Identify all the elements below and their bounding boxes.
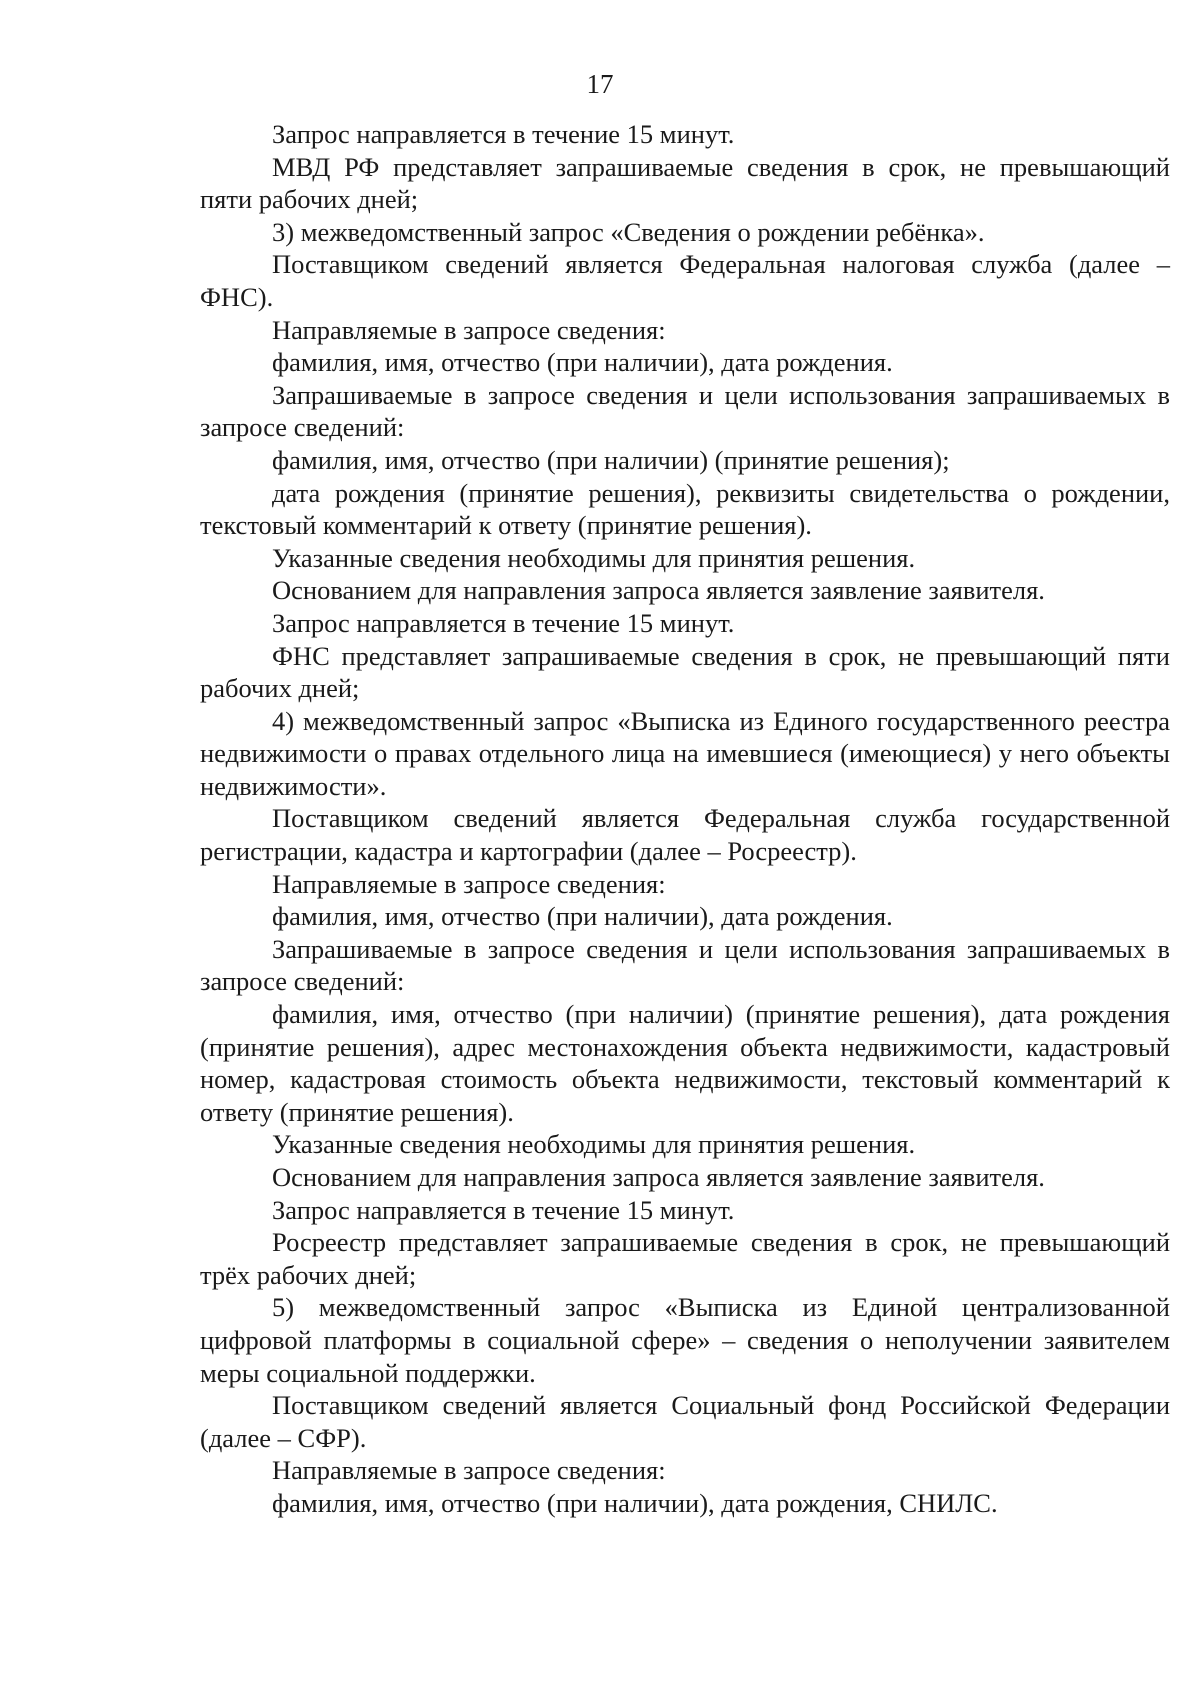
paragraph: Запрашиваемые в запросе сведения и цели использования запрашиваемых в запросе сведений: bbox=[200, 379, 1170, 443]
paragraph: Запрос направляется в течение 15 минут. bbox=[272, 1194, 735, 1225]
paragraph: 3) межведомственный запрос «Сведения о рождении ребёнка». bbox=[272, 216, 985, 247]
paragraph: Направляемые в запросе сведения: bbox=[272, 314, 666, 345]
paragraph: Направляемые в запросе сведения: bbox=[272, 1455, 666, 1486]
paragraph: Основанием для направления запроса является заявление заявителя. bbox=[272, 1162, 1045, 1192]
paragraph: Основанием для направления запроса является заявление заявителя. bbox=[272, 575, 1045, 606]
paragraph: 4) межведомственный запрос «Выписка из Единого государственного реестра недвижимости о правах отдельного лица на имевшиеся (имеющиеся) у него объекты недвижимости». bbox=[200, 705, 1170, 801]
paragraph: Указанные сведения необходимы для принятия решения. bbox=[272, 542, 916, 573]
page-number: 17 bbox=[586, 69, 614, 99]
paragraph: фамилия, имя, отчество (при наличии) (принятие решения), дата рождения (принятие решения), адрес местонахождения объекта недвижимости, кадастровый номер, кадастровая стоимость объекта недвижимости, текстовый комментарий к ответу (принятие решения). bbox=[200, 999, 1170, 1127]
paragraph: МВД РФ представляет запрашиваемые сведения в срок, не превышающий пяти рабочих дней; bbox=[200, 151, 1170, 215]
paragraph: Поставщиком сведений является Федеральная налоговая служба (далее – ФНС). bbox=[200, 249, 1170, 312]
paragraph: Запрос направляется в течение 15 минут. bbox=[272, 607, 735, 638]
paragraph: Указанные сведения необходимы для принятия решения. bbox=[272, 1129, 916, 1160]
paragraph: Росреестр представляет запрашиваемые сведения в срок, не превышающий трёх рабочих дней; bbox=[200, 1227, 1170, 1290]
paragraph: фамилия, имя, отчество (при наличии), дата рождения. bbox=[272, 901, 893, 932]
paragraph: Запрашиваемые в запросе сведения и цели использования запрашиваемых в запросе сведений: bbox=[200, 933, 1170, 997]
paragraph: дата рождения (принятие решения), реквизиты свидетельства о рождении, текстовый комментарий к ответу (принятие решения). bbox=[200, 477, 1170, 541]
paragraph: 5) межведомственный запрос «Выписка из Единой централизованной цифровой платформы в социальной сфере» – сведения о неполучении заявителем меры социальной поддержки. bbox=[200, 1292, 1170, 1388]
paragraph: фамилия, имя, отчество (при наличии) (принятие решения); bbox=[272, 444, 950, 475]
paragraph: Поставщиком сведений является Федеральная служба государственной регистрации, кадастра и картографии (далее – Росреестр). bbox=[200, 803, 1170, 867]
document-body bbox=[200, 118, 1170, 1520]
paragraph: Направляемые в запросе сведения: bbox=[272, 868, 666, 899]
paragraph: Запрос направляется в течение 15 минут. bbox=[272, 119, 735, 149]
paragraph: ФНС представляет запрашиваемые сведения в срок, не превышающий пяти рабочих дней; bbox=[200, 640, 1170, 704]
paragraph: фамилия, имя, отчество (при наличии), дата рождения, СНИЛС. bbox=[272, 1487, 998, 1518]
paragraph: Поставщиком сведений является Социальный фонд Российской Федерации (далее – СФР). bbox=[200, 1390, 1170, 1453]
paragraph: фамилия, имя, отчество (при наличии), дата рождения. bbox=[272, 347, 893, 378]
